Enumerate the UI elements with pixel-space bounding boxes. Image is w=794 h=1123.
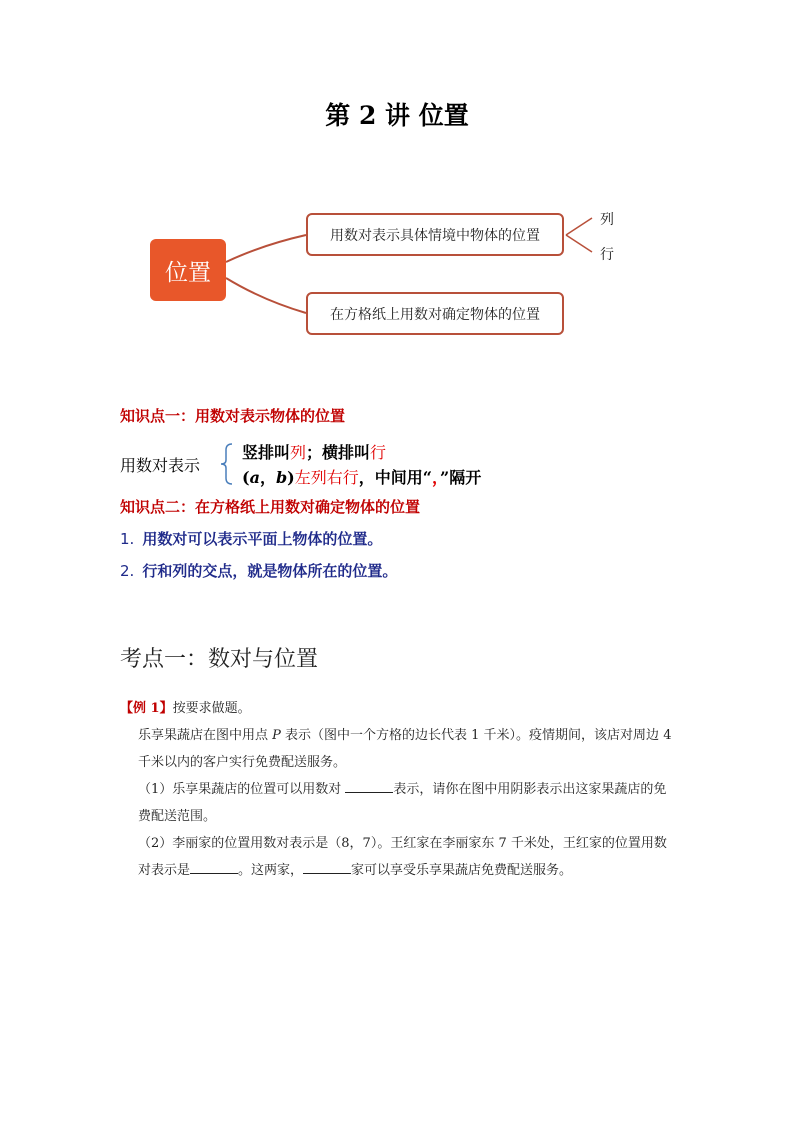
paren-close: ) [287, 468, 295, 487]
connector-1 [226, 235, 306, 262]
point-text: 行和列的交点，就是物体所在的位置。 [142, 562, 398, 580]
example-instruction: 按要求做题。 [172, 701, 251, 716]
text: 表示（图中一个方格的边长代表 1 千米）。疫情期间，该店对周边 4 千米以内的客户实行免费配送服务。 [138, 728, 672, 770]
knowledge-2-heading: 知识点二：在方格纸上用数对确定物体的位置 [120, 498, 421, 516]
mindmap-root: 位置 [150, 239, 226, 301]
text-vertical: 竖排叫 [242, 443, 291, 462]
var-p: P [272, 728, 281, 743]
point-number: 2. [120, 562, 135, 580]
answer-blank-3[interactable] [303, 861, 351, 874]
example-label [120, 695, 251, 722]
mindmap-connectors [0, 0, 794, 400]
point-number: 1. [120, 530, 135, 548]
answer-blank-1[interactable] [345, 780, 393, 793]
knowledge-point-1 [120, 528, 382, 549]
text-horizontal: ；横排叫 [306, 443, 371, 462]
text-row: 行 [370, 443, 387, 462]
knowledge-point-2 [120, 560, 397, 581]
text: 家可以享受乐享果蔬店免费配送服务。 [351, 863, 573, 878]
text-middle: ，中间用“ [358, 468, 432, 487]
comma: ， [259, 468, 276, 487]
text-column: 列 [290, 443, 307, 462]
text: 表示，请你在图中用阴影表示出这家果蔬店的免费配送范围。 [138, 782, 667, 824]
point-text: 用数对可以表示平面上物体的位置。 [142, 530, 383, 548]
comma-red: ， [431, 468, 440, 487]
leaf-connector-1 [566, 218, 592, 235]
text: （2）李丽家的位置用数对表示是（8，7）。王红家在李丽家东 7 千米处，王红家的位置用数对表示是 [138, 836, 667, 878]
knowledge-1-label: 用数对表示 [120, 456, 201, 475]
knowledge-1-line-1 [242, 440, 386, 463]
text: 。这两家， [238, 863, 304, 878]
curly-brace-icon [218, 442, 236, 486]
leaf-connector-2 [566, 235, 592, 252]
mindmap-leaf-row: 行 [600, 247, 614, 263]
var-b: b [275, 468, 288, 487]
knowledge-1-heading: 知识点一：用数对表示物体的位置 [120, 407, 346, 425]
example-question-2 [138, 830, 678, 884]
answer-blank-2[interactable] [190, 861, 238, 874]
var-a: a [249, 468, 260, 487]
page-title: 第 2 讲 位置 [325, 101, 469, 130]
section-title: 考点一：数对与位置 [120, 647, 319, 672]
connector-2 [226, 278, 306, 313]
text-separate: ”隔开 [439, 468, 482, 487]
text-left-col-right-row: 左列右行 [294, 468, 359, 487]
text: 乐享果蔬店在图中用点 [138, 728, 273, 743]
knowledge-1-line-2 [242, 465, 481, 488]
example-paragraph-1 [138, 722, 678, 776]
example-tag: 【例 1】 [120, 701, 173, 716]
paren-open: ( [242, 468, 250, 487]
mindmap-node-situation: 用数对表示具体情境中物体的位置 [306, 213, 564, 256]
text: （1）乐享果蔬店的位置可以用数对 [138, 782, 346, 797]
mindmap-node-grid: 在方格纸上用数对确定物体的位置 [306, 292, 564, 335]
example-question-1 [138, 776, 678, 830]
mindmap-leaf-column: 列 [600, 212, 614, 228]
